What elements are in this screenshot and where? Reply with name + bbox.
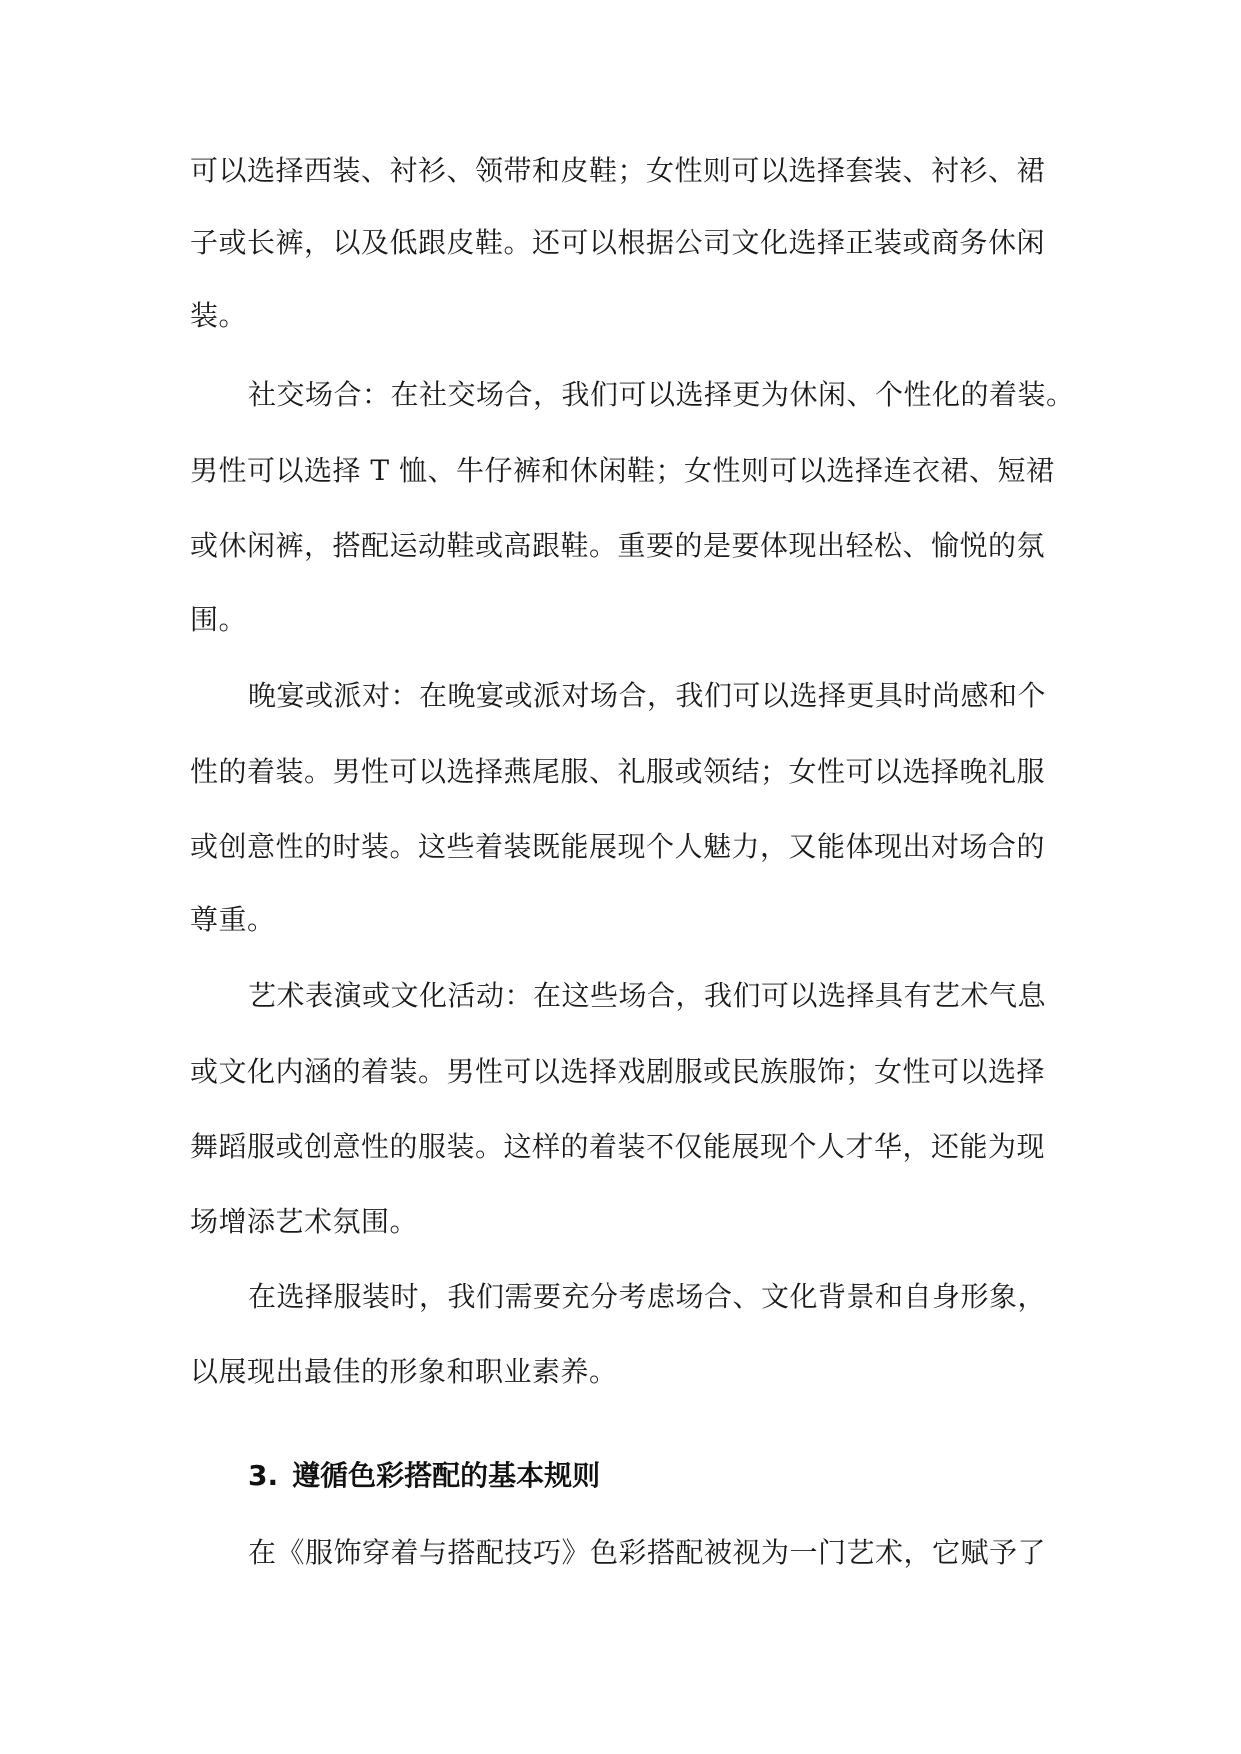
paragraph-line: 在选择服装时，我们需要充分考虑场合、文化背景和自身形象， [248,1280,1047,1313]
section-title: 遵循色彩搭配的基本规则 [292,1459,601,1492]
section-number: 3. [248,1459,279,1492]
paragraph-line: 或文化内涵的着装。男性可以选择戏剧服或民族服饰；女性可以选择 [190,1055,1046,1088]
paragraph-line: 舞蹈服或创意性的服装。这样的着装不仅能展现个人才华，还能为现 [190,1130,1046,1163]
paragraph-line: 晚宴或派对：在晚宴或派对场合，我们可以选择更具时尚感和个 [248,679,1047,712]
paragraph-line: 场增添艺术氛围。 [190,1205,419,1238]
paragraph-line: 在《服饰穿着与搭配技巧》色彩搭配被视为一门艺术，它赋予了 [248,1536,1047,1569]
paragraph-line: 围。 [190,603,248,636]
paragraph-line: 艺术表演或文化活动：在这些场合，我们可以选择具有艺术气息 [248,979,1047,1012]
paragraph-line: 可以选择西装、衬衫、领带和皮鞋；女性则可以选择套装、衬衫、裙 [190,154,1046,187]
paragraph-line: 子或长裤，以及低跟皮鞋。还可以根据公司文化选择正装或商务休闲 [190,226,1046,259]
paragraph-line: 或创意性的时装。这些着装既能展现个人魅力，又能体现出对场合的 [190,830,1046,863]
paragraph-line: 性的着装。男性可以选择燕尾服、礼服或领结；女性可以选择晚礼服 [190,755,1046,788]
paragraph-line: 社交场合：在社交场合，我们可以选择更为休闲、个性化的着装。 [248,378,1075,411]
paragraph-line: 以展现出最佳的形象和职业素养。 [190,1355,618,1388]
paragraph-line: 装。 [190,299,248,332]
paragraph-line: 男性可以选择 T 恤、牛仔裤和休闲鞋；女性则可以选择连衣裙、短裙 [190,454,1055,487]
paragraph-line: 尊重。 [190,903,276,936]
section-heading [248,1456,600,1496]
paragraph-line: 或休闲裤，搭配运动鞋或高跟鞋。重要的是要体现出轻松、愉悦的氛 [190,529,1046,562]
